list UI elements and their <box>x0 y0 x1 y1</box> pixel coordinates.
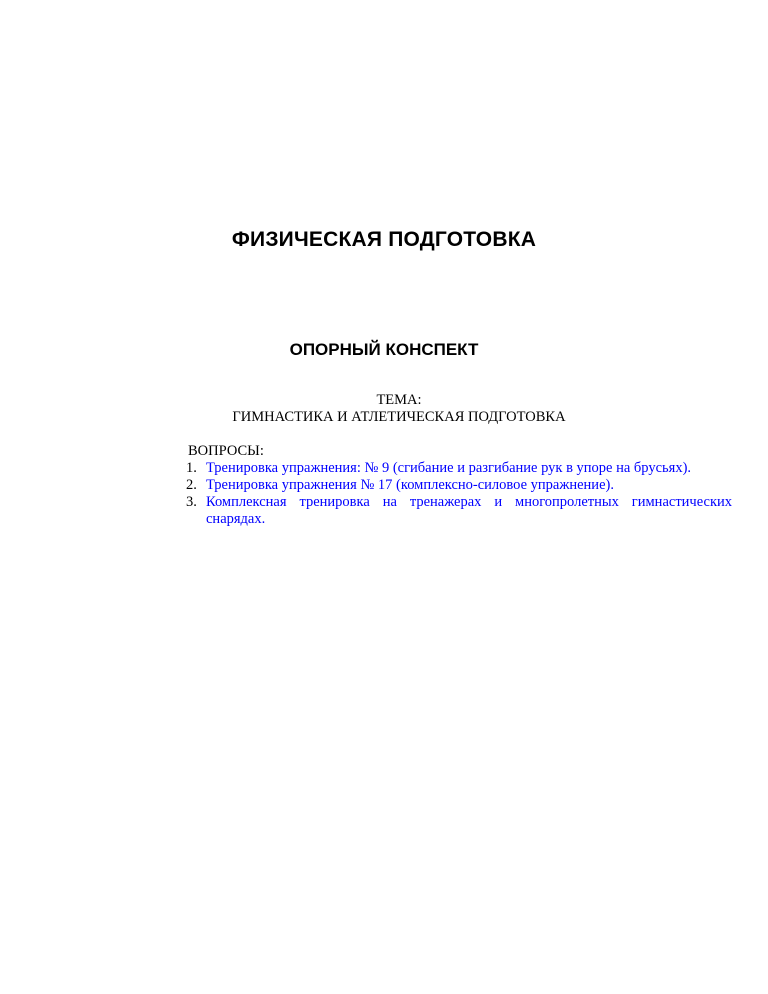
topic-block <box>0 392 768 426</box>
question-link[interactable]: Тренировка упражнения № 17 (комплексно-силовое упражнение). <box>206 477 614 493</box>
questions-list <box>188 460 732 528</box>
question-number: 2. <box>186 477 197 493</box>
question-item <box>188 494 732 528</box>
questions-section <box>188 443 732 528</box>
document-title: ФИЗИЧЕСКАЯ ПОДГОТОВКА <box>231 228 537 251</box>
question-link[interactable]: Комплексная тренировка на тренажерах и многопролетных гимнастических снарядах. <box>206 494 732 527</box>
topic-text: ГИМНАСТИКА И АТЛЕТИЧЕСКАЯ ПОДГОТОВКА <box>232 409 566 425</box>
questions-label: ВОПРОСЫ: <box>188 443 264 459</box>
document-subtitle: ОПОРНЫЙ КОНСПЕКТ <box>289 340 479 359</box>
question-item <box>188 460 732 477</box>
topic-label: ТЕМА: <box>376 392 422 408</box>
question-number: 1. <box>186 460 197 476</box>
question-number: 3. <box>186 494 197 510</box>
question-link[interactable]: Тренировка упражнения: № 9 (сгибание и разгибание рук в упоре на брусьях). <box>206 460 692 476</box>
question-item <box>188 477 732 494</box>
